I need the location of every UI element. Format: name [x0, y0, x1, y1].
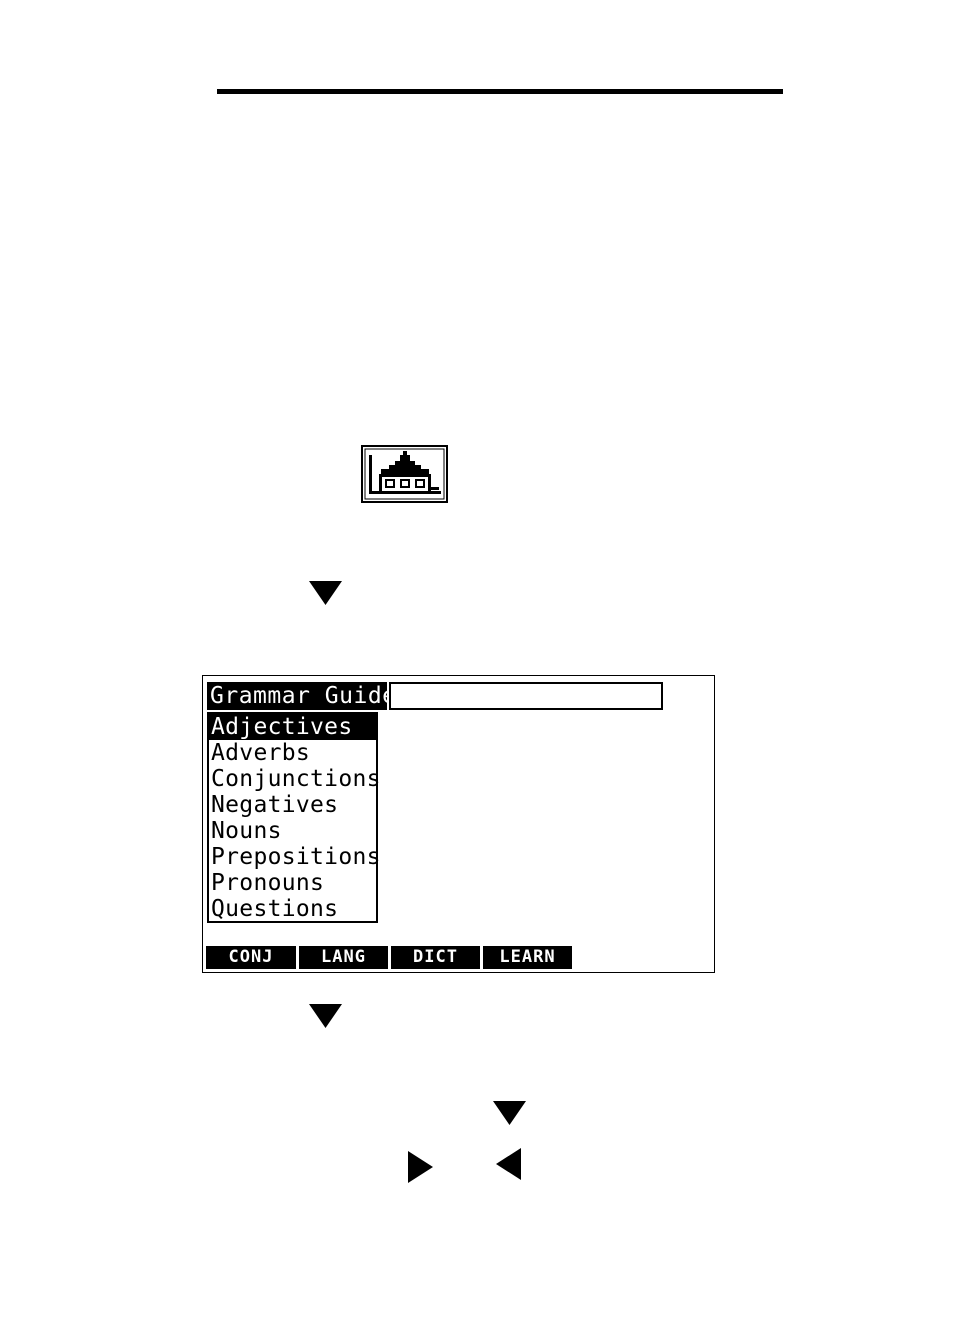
- screen-title: Grammar Guide: [207, 682, 387, 710]
- header-rule: [217, 89, 783, 94]
- softkey-lang[interactable]: LANG: [299, 946, 388, 969]
- school-building-icon: [361, 445, 448, 503]
- title-entry-field: [389, 682, 663, 710]
- menu-item-nouns[interactable]: Nouns: [211, 818, 282, 844]
- menu-item-pronouns[interactable]: Pronouns: [211, 870, 325, 896]
- menu-item-adjectives[interactable]: Adjectives: [209, 714, 376, 740]
- menu-item-prepositions[interactable]: Prepositions: [211, 844, 381, 870]
- menu-item-conjunctions[interactable]: Conjunctions: [211, 766, 381, 792]
- softkey-dict[interactable]: DICT: [391, 946, 480, 969]
- softkey-learn[interactable]: LEARN: [483, 946, 572, 969]
- menu-item-questions[interactable]: Questions: [211, 896, 339, 922]
- right-arrow-icon: [408, 1151, 433, 1183]
- left-arrow-icon: [496, 1148, 521, 1180]
- menu-item-negatives[interactable]: Negatives: [211, 792, 339, 818]
- device-screen: [202, 675, 715, 973]
- menu-item-adverbs[interactable]: Adverbs: [211, 740, 311, 766]
- grammar-menu: [207, 712, 381, 923]
- down-arrow-icon: [493, 1101, 526, 1125]
- down-arrow-icon: [309, 581, 342, 605]
- softkey-conj[interactable]: CONJ: [206, 946, 296, 969]
- down-arrow-icon: [309, 1004, 342, 1028]
